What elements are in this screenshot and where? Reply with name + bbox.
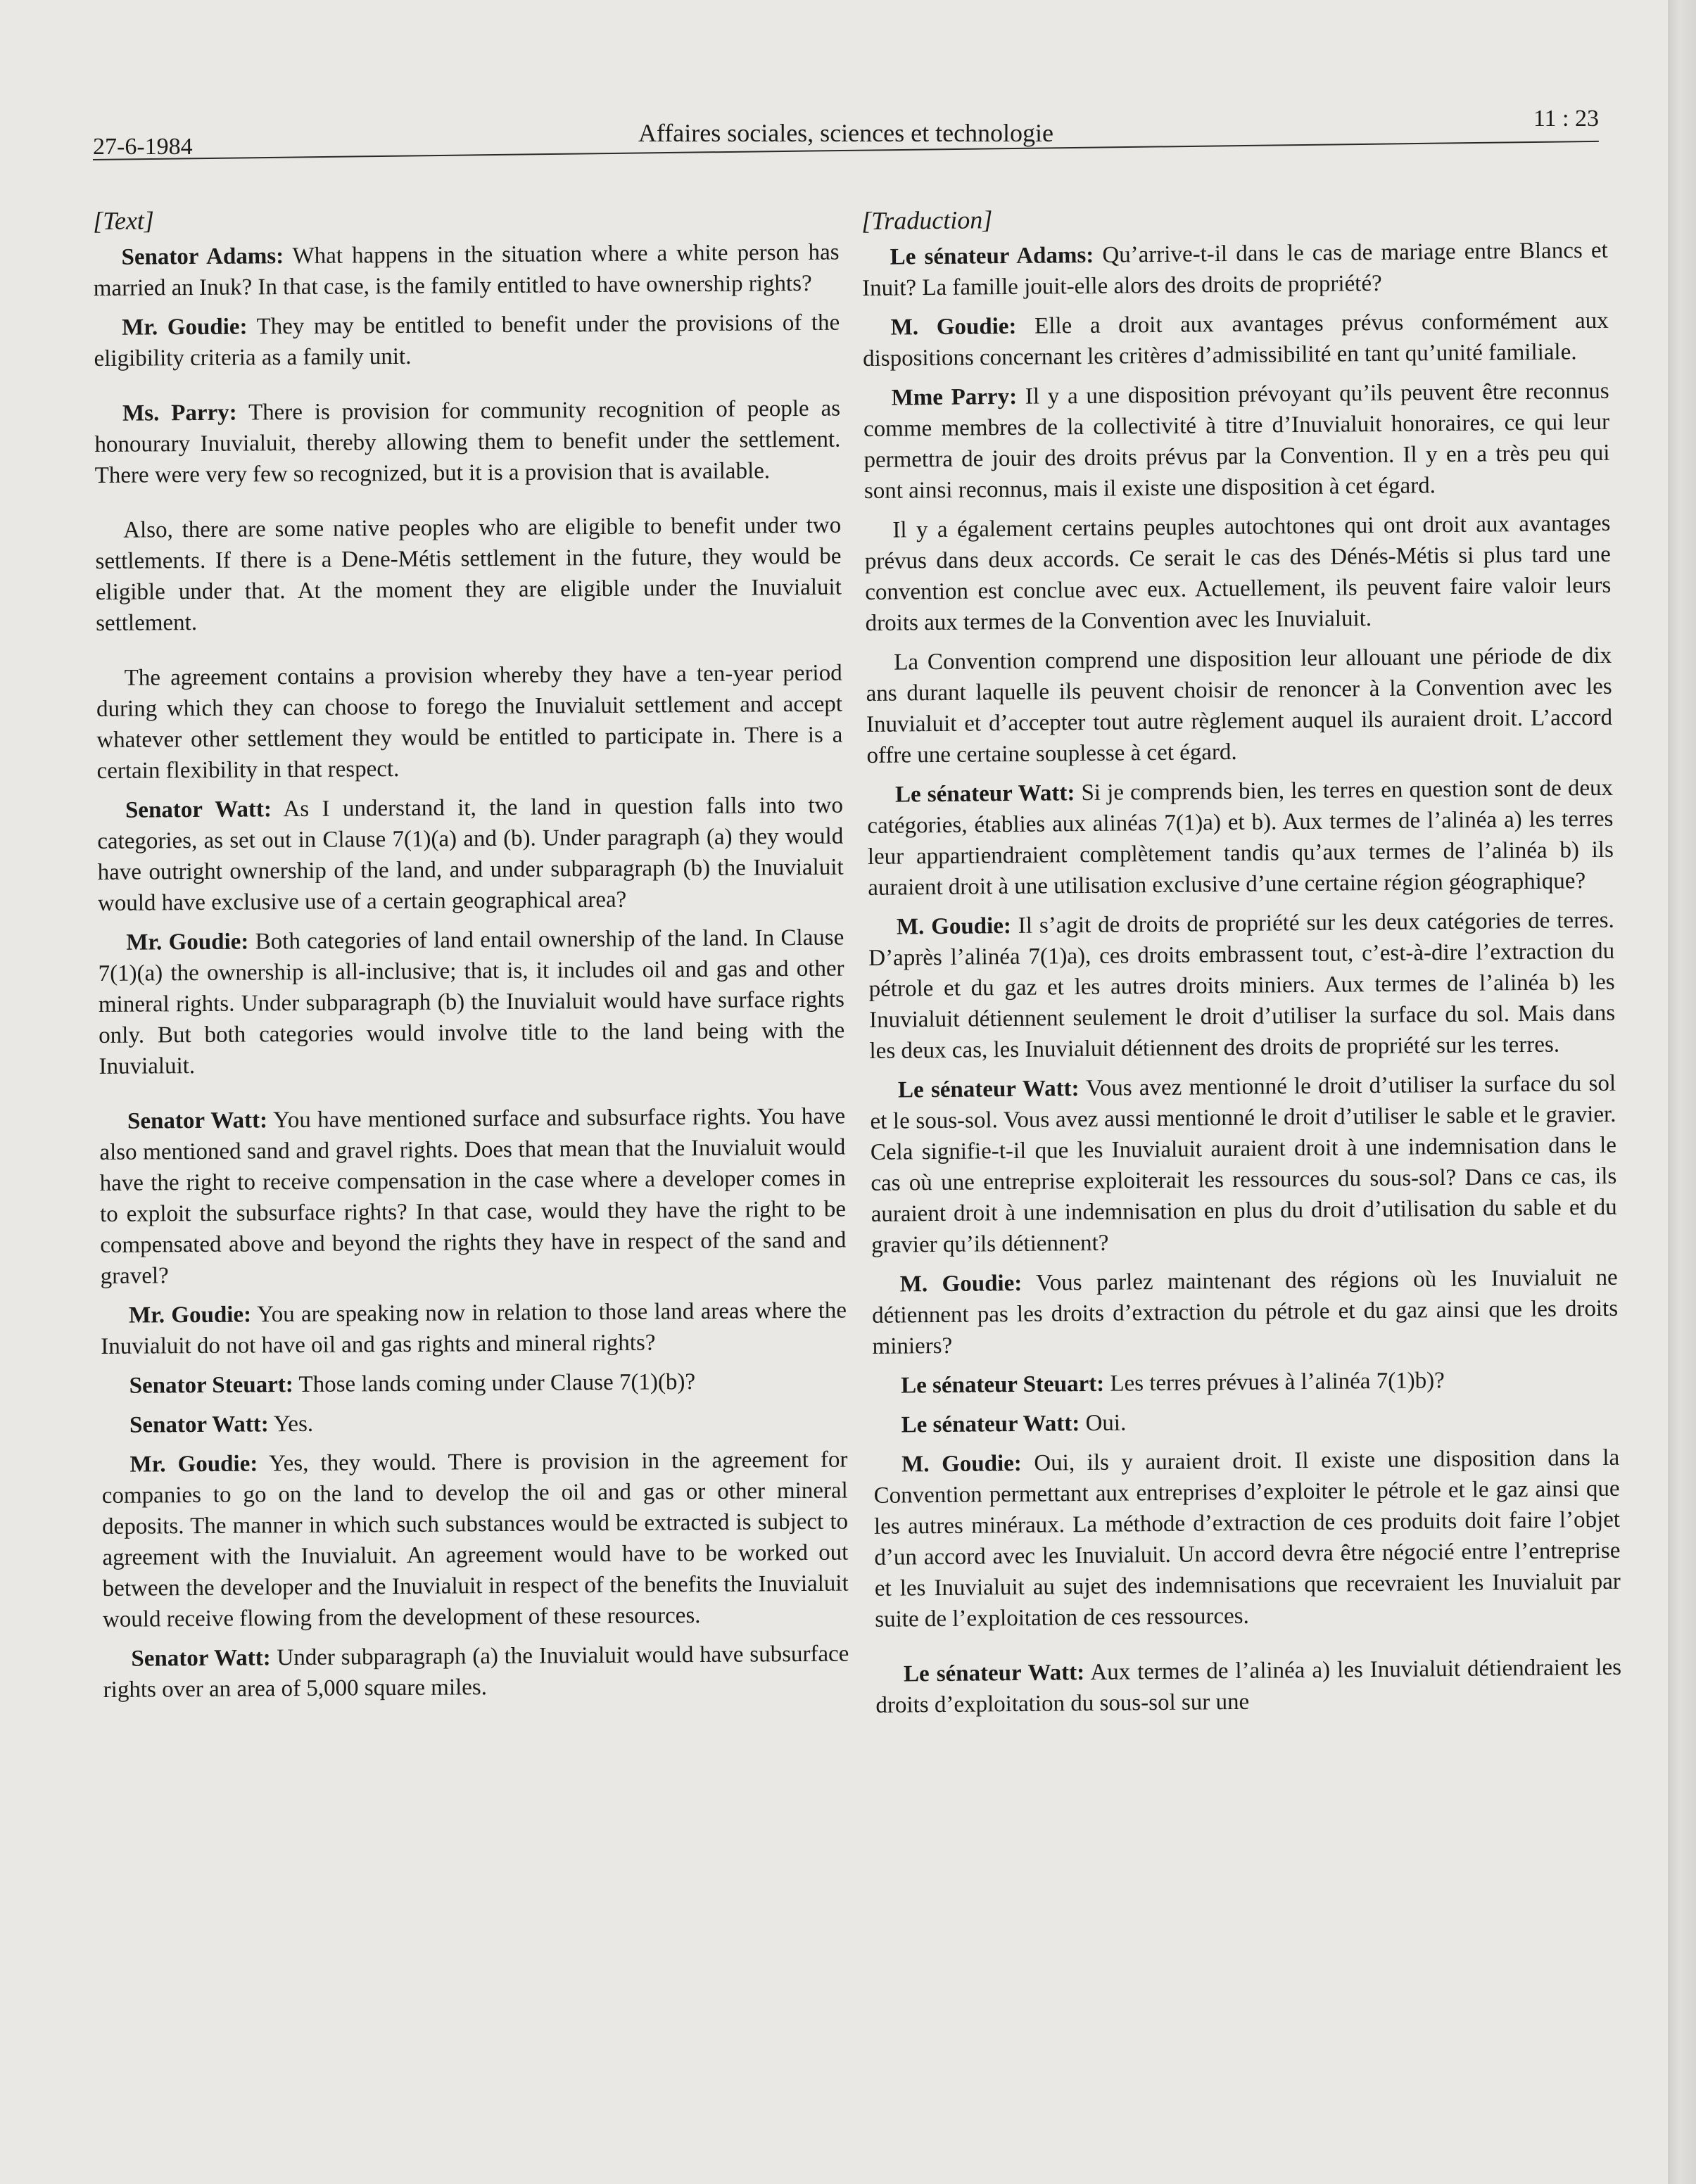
transcript-paragraph (97, 790, 844, 919)
transcript-paragraph (864, 508, 1612, 639)
paragraph-text: La Convention comprend une disposition leur allouant une période de dix ans durant laquelle ils peuvent choisir de renoncer à la Convention avec les Inuvialuit et d’accepter tout autre règlement auquel ils auraient droit. L’accord offre une certaine souplesse à cet égard. (866, 642, 1613, 768)
paragraph-text: Also, there are some native peoples who are eligible to benefit under two settlements. If there is a Dene-Métis settlement in the future, they would be eligible under that. At the moment they are eligible under the Inuvialuit settlement. (95, 512, 842, 636)
speaker-name: Mr. Goudie: (129, 1451, 258, 1478)
transcript-paragraph (873, 1442, 1621, 1635)
paragraph-text: You are speaking now in relation to those land areas where the Inuvialuit do not have oil and gas rights and mineral rights? (101, 1297, 847, 1359)
transcript-paragraph (867, 773, 1614, 903)
paragraph-text: You have mentioned surface and subsurface rights. You have also mentioned sand and gravel rights. Does that mean that the Inuvialuit would have the right to receive compensation in the case where a developer comes in to exploit the subsurface rights? In that case, would they have the right to be compensated above and beyond the rights they have in respect of the sand and gravel? (99, 1103, 847, 1289)
paragraph-text: Yes, they would. There is provision in the agreement for companies to go on the land to develop the oil and gas or other mineral deposits. The manner in which such substances would be extracted is subject to agreement with the Inuvialuit. An agreement would have to be worked out between the developer and the Inuvialuit in respect of the benefits the Inuvialuit would receive flowing from the development of these resources. (101, 1447, 849, 1632)
page-edge (1668, 0, 1696, 2184)
transcript-paragraph (101, 1366, 847, 1402)
speaker-name: M. Goudie: (896, 913, 1012, 940)
speaker-name: Le sénateur Watt: (903, 1660, 1085, 1687)
speaker-name: M. Goudie: (901, 1450, 1022, 1478)
transcript-paragraph (94, 307, 840, 374)
speaker-name: M. Goudie: (899, 1270, 1023, 1297)
transcript-paragraph (868, 905, 1616, 1067)
speaker-name: Senator Watt: (131, 1645, 271, 1672)
speaker-name: Le sénateur Adams: (890, 242, 1094, 270)
transcript-paragraph (863, 376, 1610, 507)
transcript-paragraph (870, 1068, 1617, 1261)
paragraph-text: The agreement contains a provision whereby they have a ten-year period during which they can choose to forego the Inuvialuit settlement and accept whatever other settlement they would be entitled to participate in. There is a certain flexibility in that respect. (96, 660, 843, 784)
speaker-name: Senator Watt: (127, 1107, 268, 1134)
paragraph-text: Il s’agit de droits de propriété sur les deux catégories de terres. D’après l’alinéa 7(1)a), ces droits embrassent tout, c’est-à-dire l’extraction du pétrole et du gaz et les autres droits miniers. Aux termes de l’alinéa b) les Inuvialuit détiennent seulement le droit d’utiliser la surface du sol. Mais dans les deux cas, les Inuvialuit détiennent des droits de propriété sur les terres. (868, 907, 1616, 1064)
transcript-paragraph (875, 1652, 1622, 1721)
paragraph-text: Vous avez mentionné le droit d’utiliser la surface du sol et le sous-sol. Vous avez aussi mentionné le droit d’utiliser le sable et le gravier. Cela signifie-t-il que les Inuvialuit auraient droit à une indemnisation dans le cas où une entreprise exploiterait les ressources du sous-sol? Dans ce cas, ils auraient droit à une indemnisation en plus du droit d’utilisation du sable et du gravier qu’ils détiennent? (870, 1070, 1617, 1258)
speaker-name: Senator Adams: (121, 243, 284, 270)
paragraph-text: What happens in the situation where a white person has married an Inuk? In that case, is the family entitled to have ownership rights? (93, 239, 840, 301)
transcript-paragraph (103, 1639, 849, 1706)
paragraph-text: Si je comprends bien, les terres en question sont de deux catégories, établies aux alinéas 7(1)a) et b). Aux termes de l’alinéa a) les terres leur appartiendraient complètement tandis qu’aux termes de l’alinéa b) ils auraient droit à une utilisation exclusive d’une certaine région géographique? (867, 775, 1614, 901)
paragraph-text: Qu’arrive-t-il dans le cas de mariage entre Blancs et Inuit? La famille jouit-elle alors des droits de propriété? (861, 237, 1608, 301)
speaker-name: Senator Watt: (125, 796, 272, 823)
speaker-name: M. Goudie: (890, 313, 1017, 341)
language-label-english: [Text] (93, 206, 154, 235)
speaker-name: Le sénateur Watt: (894, 780, 1075, 808)
header-page-number: 11 : 23 (1533, 106, 1599, 132)
paragraph-text: They may be entitled to benefit under the provisions of the eligibility criteria as a family unit. (94, 310, 840, 372)
speaker-name: Mr. Goudie: (126, 929, 249, 956)
transcript-paragraph (96, 658, 843, 787)
transcript-paragraph (95, 510, 842, 639)
transcript-paragraph (98, 922, 845, 1082)
paragraph-text: Il y a une disposition prévoyant qu’ils peuvent être reconnus comme membres de la collectivité à titre d’Inuvialuit honoraires, ce qui leur permettra de jouir des droits prévus par la Convention. Il y en a très peu qui sont ainsi reconnus, mais il existe une disposition à cet égard. (863, 378, 1610, 504)
transcript-paragraph (93, 237, 840, 304)
language-label-french: [Traduction] (861, 205, 993, 235)
speaker-name: Mme Parry: (891, 383, 1018, 411)
transcript-paragraph (94, 393, 841, 491)
speaker-name: Le sénateur Watt: (901, 1411, 1080, 1438)
transcript-paragraph (873, 1403, 1619, 1441)
transcript-paragraph (873, 1364, 1619, 1402)
paragraph-text: Oui. (1085, 1410, 1127, 1437)
paragraph-text: There is provision for community recognition of people as honourary Inuvialuit, thereby allowing them to benefit under the settlement. There were very few so recognized, but it is a provision that is available. (94, 395, 841, 488)
header-title: Affaires sociales, sciences et technologie (638, 119, 1054, 147)
speaker-name: Senator Steuart: (129, 1372, 293, 1399)
paragraph-text: Both categories of land entail ownership of the land. In Clause 7(1)(a) the ownership is all-inclusive; that is, it includes oil and gas and other mineral rights. Under subparagraph (b) the Inuvialuit would have surface rights only. But both categories would involve title to the land being with the Inuvialuit. (98, 925, 845, 1079)
paragraph-text: Oui, ils y auraient droit. Il existe une disposition dans la Convention permettant aux entreprises d’exploiter le pétrole et le gaz ainsi que les autres minéraux. La méthode d’extraction de ces produits doit faire l’objet d’un accord avec les Inuvialuit. Un accord devra être négocié entre l’entreprise et les Inuvialuit au sujet des indemnisations que recevraient les Inuvialuit par suite de l’exploitation de ces ressources. (873, 1445, 1621, 1632)
transcript-paragraph (861, 235, 1608, 304)
transcript-paragraph (862, 305, 1609, 374)
speaker-name: Mr. Goudie: (128, 1302, 252, 1328)
speaker-name: Mr. Goudie: (122, 314, 248, 341)
paragraph-text: Under subparagraph (a) the Inuvialuit would have subsurface rights over an area of 5,000 square miles. (103, 1641, 849, 1703)
transcript-paragraph (101, 1295, 847, 1362)
english-column (93, 201, 852, 2049)
transcript-paragraph (99, 1101, 847, 1292)
paragraph-text: Il y a également certains peuples autochtones qui ont droit aux avantages prévus dans deux accords. Ce serait le cas des Dénés-Métis si plus tard une convention est conclue avec eux. Actuellement, ils peuvent faire valoir leurs droits aux termes de la Convention avec les Inuvialuit. (864, 510, 1612, 636)
french-column (861, 198, 1625, 2049)
speaker-name: Ms. Parry: (122, 400, 237, 426)
header-date: 27-6-1984 (93, 134, 193, 160)
speaker-name: Senator Watt: (129, 1411, 269, 1438)
paragraph-text: Yes. (273, 1411, 314, 1437)
paragraph-text: Aux termes de l’alinéa a) les Inuvialuit détiendraient les droits d’exploitation du sous-sol sur une (875, 1654, 1622, 1718)
transcript-paragraph (872, 1262, 1619, 1362)
speaker-name: Le sénateur Steuart: (900, 1371, 1105, 1399)
paragraph-text: Those lands coming under Clause 7(1)(b)? (298, 1369, 696, 1397)
transcript-paragraph (101, 1445, 849, 1635)
paragraph-text: Vous parlez maintenant des régions où les Inuvialuit ne détiennent pas les droits d’extraction du pétrole et du gaz ainsi que les droits miniers? (871, 1264, 1619, 1359)
speaker-name: Le sénateur Watt: (897, 1076, 1080, 1103)
paragraph-text: Elle a droit aux avantages prévus conformément aux dispositions concernant les critères d’admissibilité en tant qu’unité familiale. (862, 307, 1609, 372)
transcript-paragraph (101, 1405, 847, 1441)
paragraph-text: As I understand it, the land in question falls into two categories, as set out in Clause 7(1)(a) and (b). Under paragraph (a) they would have outright ownership of the land, and under subparagraph (b) the Inuvialuit would have exclusive use of a certain geographical area? (97, 792, 844, 916)
paragraph-text: Les terres prévues à l’alinéa 7(1)b)? (1110, 1368, 1445, 1397)
transcript-paragraph (866, 640, 1613, 771)
